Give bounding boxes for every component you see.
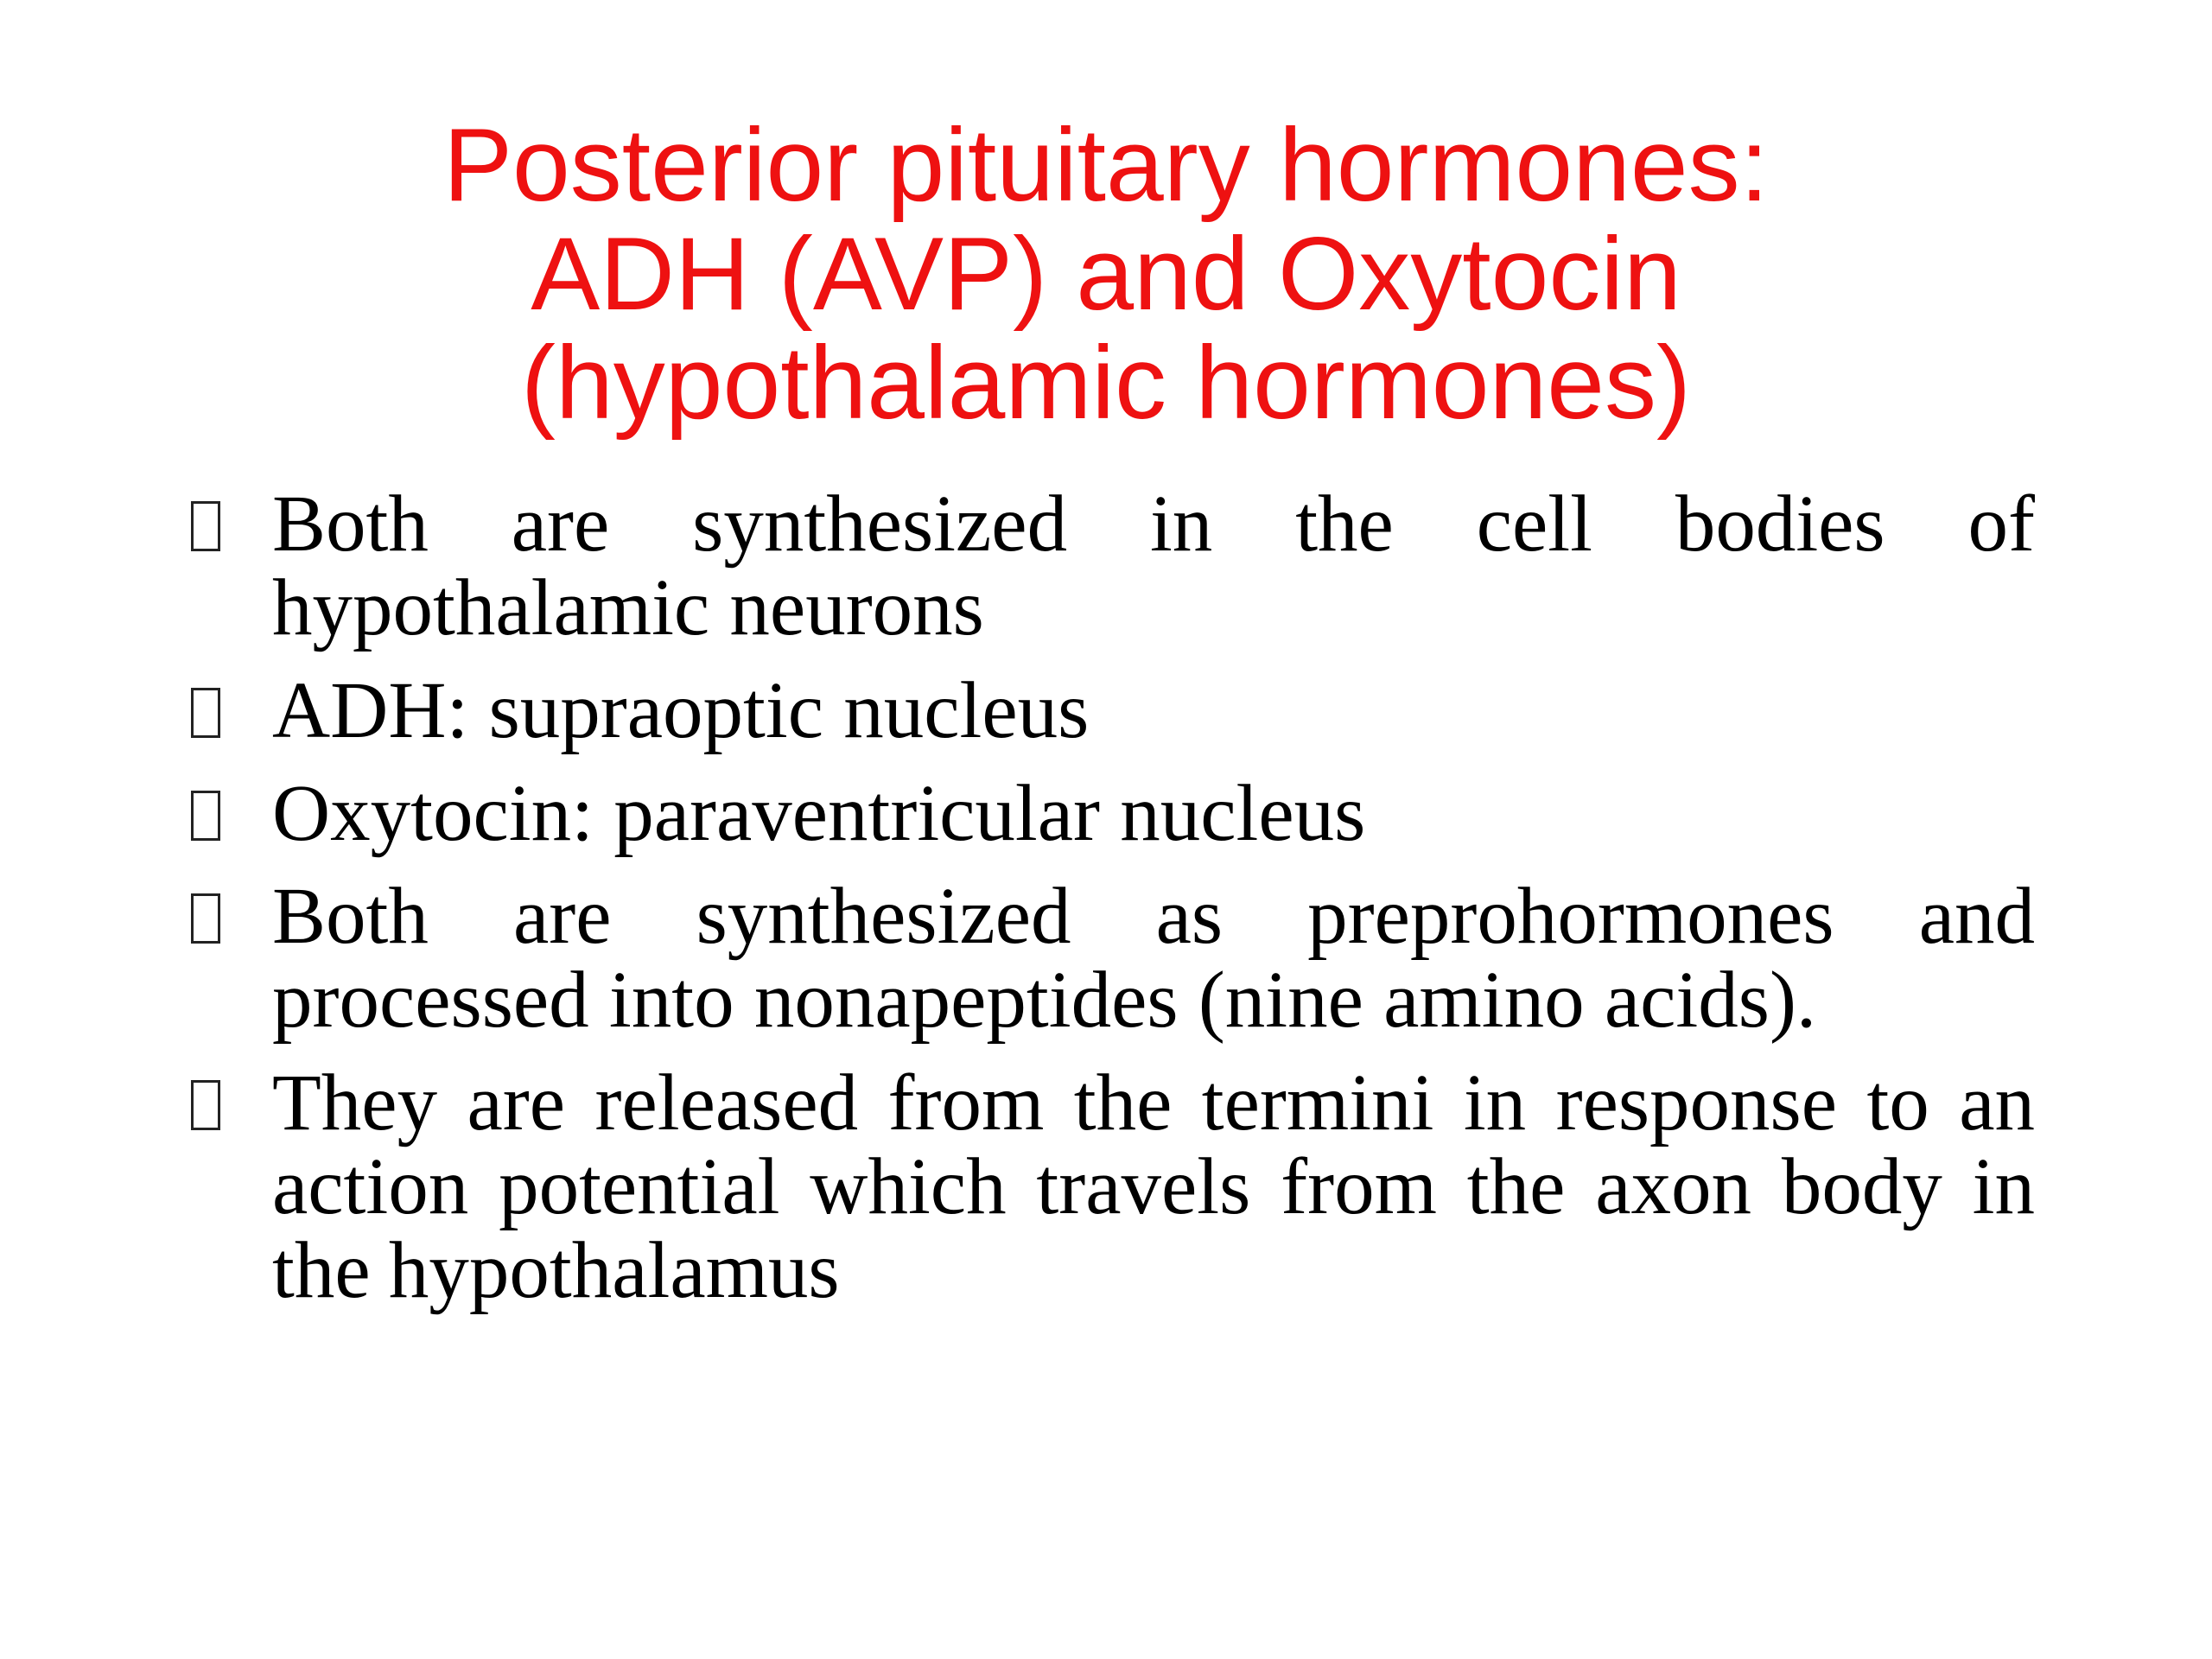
bullet-item bbox=[186, 482, 2035, 650]
bullet-item bbox=[186, 769, 2035, 858]
bullet-item bbox=[186, 872, 2035, 1045]
title-line-1: Posterior pituitary hormones: bbox=[443, 107, 1769, 223]
bullet-list bbox=[186, 482, 2035, 1332]
bullet-item bbox=[186, 666, 2035, 755]
bullet-item bbox=[186, 1058, 2035, 1315]
hollow-square-bullet-icon bbox=[191, 893, 220, 944]
bullet-text: ADH: supraoptic nucleus bbox=[272, 666, 1090, 755]
slide-title bbox=[0, 107, 2212, 441]
bullet-text: Both are synthesized in the cell bodies of hypothalamic neurons bbox=[272, 480, 2035, 652]
title-line-2: ADH (AVP) and Oxytocin bbox=[531, 216, 1681, 332]
hollow-square-bullet-icon bbox=[191, 501, 220, 551]
bullet-text: Both are synthesized as preprohormones and processed into nonapeptides (nine amino acids). bbox=[272, 872, 2035, 1045]
hollow-square-bullet-icon bbox=[191, 1080, 220, 1130]
hollow-square-bullet-icon bbox=[191, 688, 220, 738]
bullet-text: Oxytocin: paraventricular nucleus bbox=[272, 769, 1366, 858]
hollow-square-bullet-icon bbox=[191, 791, 220, 841]
bullet-text: They are released from the termini in response to an action potential which travels from the axon body in the hypothalamus bbox=[272, 1058, 2035, 1315]
title-line-3: (hypothalamic hormones) bbox=[521, 325, 1691, 441]
